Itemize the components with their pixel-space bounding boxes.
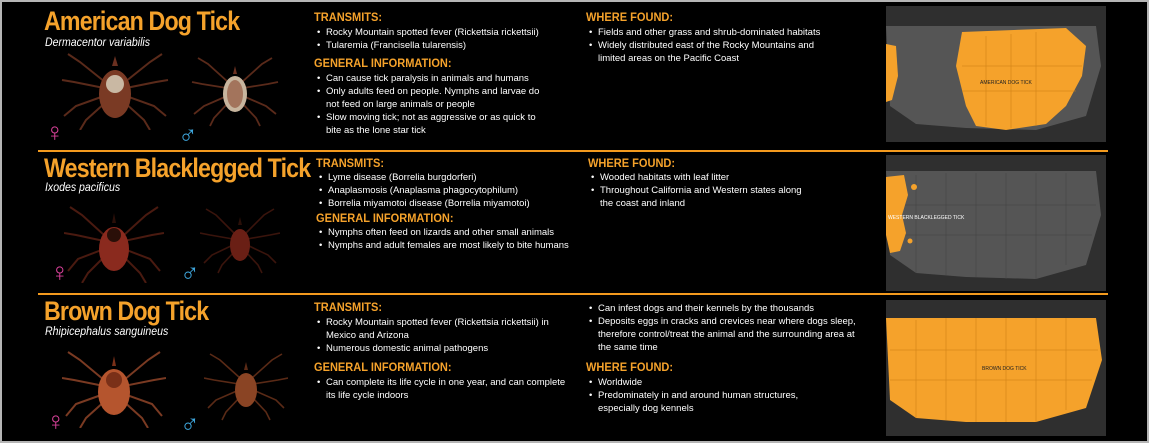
general-info-heading: GENERAL INFORMATION: [314,360,452,374]
extra-info-list [588,302,858,354]
general-info-heading: GENERAL INFORMATION: [314,56,452,70]
distribution-map [886,155,1106,291]
female-symbol-icon: ♀ [46,406,66,436]
distribution-map [886,300,1106,436]
male-symbol-icon: ♂ [178,119,198,149]
list-item: • Only adults feed on people. Nymphs and larvae do not feed on large animals or people [326,85,546,111]
map-label: AMERICAN DOG TICK [980,80,1032,86]
female-tick-image [62,350,166,428]
general-info-list [316,376,576,402]
list-item: • Can cause tick paralysis in animals and humans [326,72,546,85]
transmits-list [316,316,576,355]
list-item: • Fields and other grass and shrub-dominated habitats [598,26,828,39]
female-tick-image [64,205,164,283]
male-tick-image [190,56,280,128]
tick-section-american-dog [0,0,1149,150]
tick-scientific-name: Dermacentor variabilis [45,35,151,49]
male-tick-image [204,352,288,422]
list-item: • Numerous domestic animal pathogens [326,342,576,355]
list-item: • Nymphs and adult females are most likely to bite humans [328,239,588,252]
transmits-heading: TRANSMITS: [314,10,383,24]
where-found-list [588,26,828,65]
list-item: • Predominately in and around human structures, especially dog kennels [598,389,818,415]
tick-section-western-blacklegged [0,151,1149,293]
distribution-map [886,6,1106,142]
list-item: • Deposits eggs in cracks and crevices near where dogs sleep, therefore control/treat the animal and the surrounding area at the same time [598,315,858,354]
where-found-heading: WHERE FOUND: [588,156,676,170]
general-info-list [316,72,546,137]
list-item: • Rocky Mountain spotted fever (Rickettsia rickettsii) [326,26,576,39]
list-item: • Can complete its life cycle in one year, and can complete its life cycle indoors [326,376,576,402]
map-label: WESTERN BLACKLEGGED TICK [888,215,965,221]
male-symbol-icon: ♂ [180,408,200,438]
list-item: • Tularemia (Francisella tularensis) [326,39,576,52]
where-found-heading: WHERE FOUND: [586,360,674,374]
list-item: • Nymphs often feed on lizards and other small animals [328,226,588,239]
list-item: • Borrelia miyamotoi disease (Borrelia miyamotoi) [328,197,578,210]
where-found-list [588,376,818,415]
list-item: • Widely distributed east of the Rocky Mountains and limited areas on the Pacific Coast [598,39,828,65]
female-tick-image [60,52,170,130]
transmits-list [316,26,576,52]
transmits-heading: TRANSMITS: [316,156,385,170]
male-symbol-icon: ♂ [180,257,200,287]
tick-name: Western Blacklegged Tick [44,153,311,183]
tick-scientific-name: Rhipicephalus sanguineus [45,324,169,338]
general-info-list [318,226,588,252]
tick-scientific-name: Ixodes pacificus [45,180,121,194]
list-item: • Slow moving tick; not as aggressive or as quick to bite as the lone star tick [326,111,546,137]
list-item: • Can infest dogs and their kennels by the thousands [598,302,858,315]
female-symbol-icon: ♀ [45,117,65,147]
list-item: • Rocky Mountain spotted fever (Rickettsia rickettsii) in Mexico and Arizona [326,316,576,342]
tick-name: Brown Dog Tick [44,296,209,326]
list-item: • Wooded habitats with leaf litter [600,171,810,184]
transmits-heading: TRANSMITS: [314,300,383,314]
transmits-list [318,171,578,210]
where-found-heading: WHERE FOUND: [586,10,674,24]
list-item: • Worldwide [598,376,818,389]
list-item: • Anaplasmosis (Anaplasma phagocytophilum) [328,184,578,197]
list-item: • Throughout California and Western states along the coast and inland [600,184,810,210]
male-tick-image [200,207,280,275]
tick-name: American Dog Tick [44,6,240,36]
general-info-heading: GENERAL INFORMATION: [316,211,454,225]
tick-section-brown-dog [0,294,1149,443]
list-item: • Lyme disease (Borrelia burgdorferi) [328,171,578,184]
female-symbol-icon: ♀ [50,257,70,287]
where-found-list [590,171,810,210]
map-label: BROWN DOG TICK [982,366,1027,372]
